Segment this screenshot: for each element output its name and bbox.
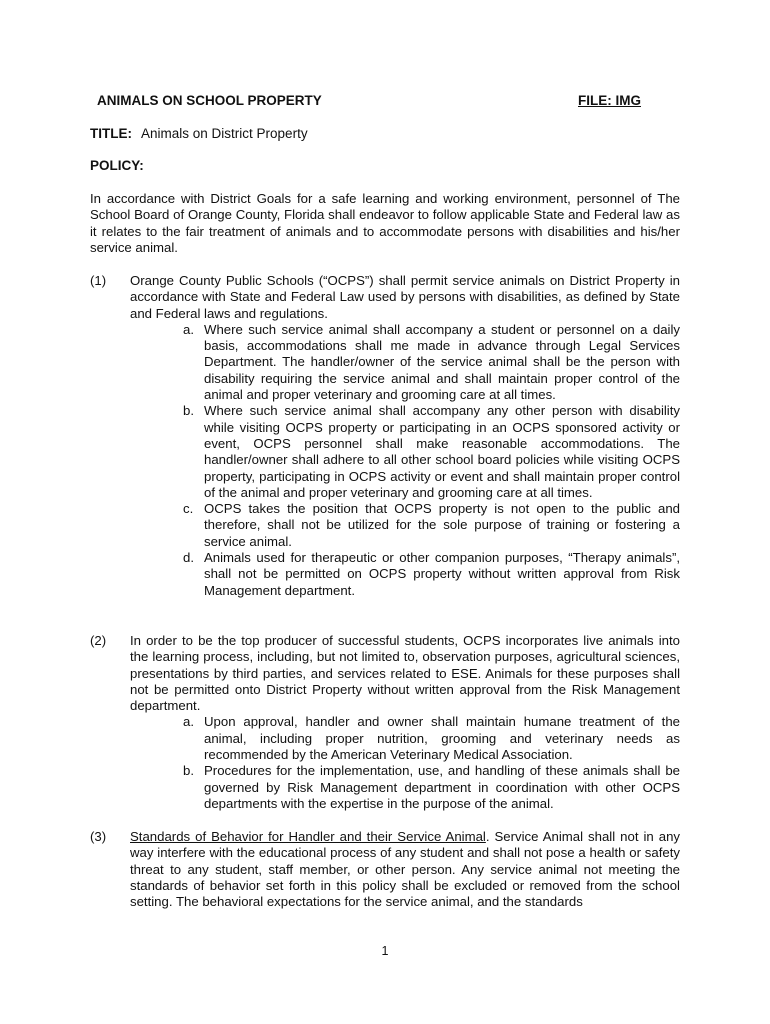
section-body: . Service Animal shall not in any way interfere with the educational process of any student and shall not pose a health or safety threat to any student, staff member, or other person. Any service animal not meeting the standards of behavior set forth in this policy shall be excluded or removed from the school setting. The behavioral expectations for the service animal, and the standards xyxy=(130,829,680,910)
list-letter: b. xyxy=(183,403,194,419)
list-item xyxy=(183,714,680,763)
list-item xyxy=(183,501,680,550)
list-letter: b. xyxy=(183,763,194,779)
title-label: TITLE: xyxy=(90,126,132,141)
list-item-text: OCPS takes the position that OCPS property is not open to the public and therefore, shall not be utilized for the sole purpose of training or fostering a service animal. xyxy=(204,501,680,549)
section-3 xyxy=(90,829,680,910)
list-item xyxy=(183,403,680,501)
list-letter: a. xyxy=(183,714,194,730)
section-2 xyxy=(90,633,680,812)
section-title: ANIMALS ON SCHOOL PROPERTY xyxy=(97,93,322,108)
list-item xyxy=(183,321,680,403)
file-code: FILE: IMG xyxy=(578,93,641,108)
page-number: 1 xyxy=(381,944,389,958)
intro-paragraph: In accordance with District Goals for a safe learning and working environment, personnel of The School Board of Orange County, Florida shall endeavor to follow applicable State and Federal law as it relates to the fair treatment of animals and to accommodate persons with disabilities and his/her service animal. xyxy=(90,191,680,255)
section-number: (2) xyxy=(90,633,107,648)
list-letter: a. xyxy=(183,321,194,337)
section-text: Orange County Public Schools (“OCPS”) shall permit service animals on District Property in accordance with State and Federal Law used by persons with disabilities, as defined by State and Federal laws and regulations. xyxy=(130,273,680,321)
list-item-text: Animals used for therapeutic or other companion purposes, “Therapy animals”, shall not be permitted on OCPS property without written approval from Risk Management department. xyxy=(204,550,680,598)
list-item-text: Upon approval, handler and owner shall maintain humane treatment of the animal, including proper nutrition, grooming and veterinary needs as recommended by the American Veterinary Medical Association. xyxy=(204,714,680,763)
list-letter: d. xyxy=(183,550,194,566)
list-item xyxy=(183,550,680,599)
list-item-text: Procedures for the implementation, use, and handling of these animals shall be governed by Risk Management department in coordination with other OCPS departments with the expertise in the purpose of the animal. xyxy=(204,763,680,811)
section-number: (3) xyxy=(90,829,107,844)
title-value: Animals on District Property xyxy=(141,126,308,141)
section-number: (1) xyxy=(90,273,107,288)
policy-heading: POLICY: xyxy=(90,158,144,173)
list-letter: c. xyxy=(183,501,194,517)
list-item-text: Where such service animal shall accompany a student or personnel on a daily basis, accommodations shall me made in advance through Legal Services Department. The handler/owner of the service animal shall be the person with disability requiring the service animal and shall maintain proper control of the animal and proper veterinary and grooming care at all times. xyxy=(204,321,680,403)
section-heading: Standards of Behavior for Handler and their Service Animal xyxy=(130,829,486,844)
section-text xyxy=(130,829,680,910)
title-line xyxy=(90,126,308,141)
list-item xyxy=(183,763,680,812)
section-text: In order to be the top producer of successful students, OCPS incorporates live animals into the learning process, including, but not limited to, observation purposes, agricultural sciences, presentations by third parties, and services related to ESE. Animals for these purposes shall not be permitted onto District Property without written approval from the Risk Management department. xyxy=(130,633,680,714)
section-1 xyxy=(90,273,680,599)
list-item-text: Where such service animal shall accompany any other person with disability while visiting OCPS property or participating in an OCPS sponsored activity or event, OCPS personnel shall make reasonable accommodations. The handler/owner shall adhere to all other school board policies while visiting OCPS property, participating in OCPS activity or event and shall maintain proper control of the animal and proper veterinary and grooming care at all times. xyxy=(204,403,680,500)
